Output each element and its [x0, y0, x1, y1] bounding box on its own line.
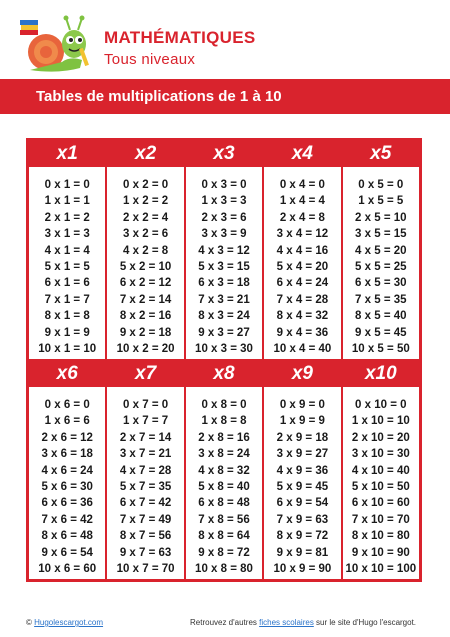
table-row: 8 x 9 = 72	[276, 530, 329, 543]
table-row: 1 x 10 = 10	[351, 415, 410, 428]
table-row: 4 x 3 = 12	[198, 244, 250, 257]
table-row: 2 x 8 = 16	[198, 431, 250, 444]
table-row: 6 x 7 = 42	[119, 497, 172, 510]
table-row: 1 x 9 = 9	[279, 415, 325, 428]
table-x9	[263, 360, 341, 580]
tagline-after: sur le site d'Hugo l'escargot.	[313, 618, 417, 627]
table-row: 9 x 4 = 36	[276, 326, 329, 339]
table-row: 0 x 9 = 0	[279, 399, 325, 411]
table-row: 5 x 7 = 35	[119, 481, 172, 494]
table-row: 4 x 2 = 8	[123, 244, 169, 257]
table-x1	[28, 140, 106, 360]
table-row: 10 x 3 = 30	[195, 343, 253, 356]
table-row: 3 x 9 = 27	[276, 448, 329, 461]
table-row: 2 x 5 = 10	[355, 211, 407, 224]
table-row: 9 x 9 = 81	[276, 546, 329, 559]
table-row: 7 x 7 = 49	[119, 513, 172, 526]
table-row: 6 x 5 = 30	[355, 277, 407, 290]
table-row: 2 x 2 = 4	[123, 211, 169, 224]
table-row: 3 x 5 = 15	[355, 228, 407, 241]
snail-mascot-icon	[18, 12, 98, 78]
table-row: 1 x 1 = 1	[44, 195, 90, 208]
table-row: 2 x 9 = 18	[276, 431, 329, 444]
table-row: 8 x 7 = 56	[119, 530, 172, 543]
table-row: 9 x 7 = 63	[119, 546, 172, 559]
table-row: 6 x 4 = 24	[276, 277, 329, 290]
table-header: x6	[29, 361, 105, 387]
table-row: 5 x 10 = 50	[351, 481, 410, 494]
table-row: 0 x 6 = 0	[44, 399, 90, 411]
table-x10	[342, 360, 420, 580]
table-row: 10 x 7 = 70	[116, 563, 175, 576]
table-row: 0 x 3 = 0	[201, 179, 247, 191]
table-row: 3 x 2 = 6	[123, 228, 169, 241]
table-x5	[342, 140, 420, 360]
table-row: 10 x 8 = 80	[195, 563, 253, 576]
table-row: 0 x 7 = 0	[123, 399, 169, 411]
table-x4	[263, 140, 341, 360]
table-x2	[106, 140, 184, 360]
table-row: 5 x 6 = 30	[41, 481, 93, 494]
table-row: 6 x 6 = 36	[41, 497, 93, 510]
table-row: 1 x 7 = 7	[123, 415, 169, 428]
table-row: 10 x 9 = 90	[273, 563, 332, 576]
table-row: 4 x 8 = 32	[198, 464, 250, 477]
table-row: 10 x 10 = 100	[345, 563, 417, 576]
table-row: 1 x 8 = 8	[201, 415, 247, 428]
table-row: 5 x 2 = 10	[119, 261, 172, 274]
table-row: 7 x 6 = 42	[41, 513, 93, 526]
table-row: 0 x 1 = 0	[44, 179, 90, 191]
table-row: 6 x 9 = 54	[276, 497, 329, 510]
page-header	[0, 0, 450, 86]
table-x8	[185, 360, 263, 580]
table-row: 10 x 1 = 10	[38, 343, 97, 356]
table-header: x10	[343, 361, 419, 387]
table-row: 6 x 10 = 60	[351, 497, 410, 510]
table-row: 5 x 1 = 5	[44, 261, 90, 274]
table-row: 1 x 2 = 2	[123, 195, 169, 208]
banner-title: Tables de multiplications de 1 à 10	[36, 88, 282, 105]
table-header: x2	[107, 141, 183, 167]
table-row: 7 x 3 = 21	[198, 293, 250, 306]
table-row: 5 x 8 = 40	[198, 481, 250, 494]
table-row: 2 x 1 = 2	[44, 211, 90, 224]
table-header: x3	[186, 141, 262, 167]
table-row: 4 x 6 = 24	[41, 464, 93, 477]
table-row: 5 x 4 = 20	[276, 261, 329, 274]
table-row: 2 x 7 = 14	[119, 431, 172, 444]
table-x6	[28, 360, 106, 580]
table-row: 8 x 6 = 48	[41, 530, 93, 543]
table-row: 10 x 4 = 40	[273, 343, 332, 356]
table-header: x5	[343, 141, 419, 167]
page-title: MATHÉMATIQUES	[104, 28, 256, 47]
table-row: 6 x 3 = 18	[198, 277, 250, 290]
table-row: 5 x 3 = 15	[198, 261, 250, 274]
table-row: 0 x 4 = 0	[279, 179, 325, 191]
table-row: 3 x 6 = 18	[41, 448, 93, 461]
table-row: 10 x 5 = 50	[351, 343, 410, 356]
table-row: 5 x 9 = 45	[276, 481, 329, 494]
table-row: 7 x 4 = 28	[276, 293, 329, 306]
table-row: 2 x 3 = 6	[201, 211, 247, 224]
table-row: 1 x 6 = 6	[44, 415, 90, 428]
table-row: 2 x 6 = 12	[41, 431, 93, 444]
table-row: 4 x 5 = 20	[355, 244, 407, 257]
table-row: 9 x 5 = 45	[355, 326, 407, 339]
table-row: 8 x 4 = 32	[276, 310, 329, 323]
table-row: 5 x 5 = 25	[355, 261, 407, 274]
table-header: x7	[107, 361, 183, 387]
table-row: 1 x 5 = 5	[358, 195, 404, 208]
site-link[interactable]: Hugolescargot.com	[34, 618, 104, 627]
table-row: 8 x 2 = 16	[119, 310, 172, 323]
table-row: 3 x 3 = 9	[201, 228, 247, 241]
table-row: 4 x 4 = 16	[276, 244, 329, 257]
table-row: 9 x 3 = 27	[198, 326, 250, 339]
table-row: 0 x 5 = 0	[358, 179, 404, 191]
table-header: x9	[264, 361, 340, 387]
table-row: 7 x 5 = 35	[355, 293, 407, 306]
table-row: 4 x 9 = 36	[276, 464, 329, 477]
table-row: 3 x 8 = 24	[198, 448, 250, 461]
table-x3	[185, 140, 263, 360]
table-row: 8 x 1 = 8	[44, 310, 90, 323]
table-row: 3 x 7 = 21	[119, 448, 172, 461]
multiplication-grid	[26, 138, 422, 582]
footer-copyright	[26, 618, 103, 627]
table-header: x1	[29, 141, 105, 167]
table-row: 3 x 1 = 3	[44, 228, 90, 241]
table-row: 0 x 10 = 0	[355, 399, 407, 411]
table-row: 6 x 1 = 6	[44, 277, 90, 290]
table-row: 10 x 6 = 60	[38, 563, 97, 576]
table-row: 0 x 2 = 0	[123, 179, 169, 191]
table-row: 9 x 1 = 9	[44, 326, 90, 339]
copyright-symbol: ©	[26, 618, 35, 627]
table-row: 8 x 3 = 24	[198, 310, 250, 323]
section-banner	[0, 79, 450, 114]
table-header: x8	[186, 361, 262, 387]
table-row: 3 x 10 = 30	[351, 448, 410, 461]
page-subtitle: Tous niveaux	[104, 51, 196, 68]
table-row: 4 x 10 = 40	[351, 464, 410, 477]
footer-tagline	[190, 618, 416, 627]
page-footer	[0, 612, 450, 632]
table-row: 6 x 2 = 12	[119, 277, 172, 290]
table-row: 4 x 1 = 4	[44, 244, 90, 257]
table-row: 1 x 4 = 4	[279, 195, 325, 208]
table-row: 9 x 2 = 18	[119, 326, 172, 339]
table-row: 7 x 8 = 56	[198, 513, 250, 526]
table-row: 7 x 10 = 70	[351, 513, 410, 526]
table-row: 7 x 1 = 7	[44, 293, 90, 306]
table-row: 8 x 8 = 64	[198, 530, 250, 543]
worksheets-link[interactable]: fiches scolaires	[259, 618, 314, 627]
table-row: 9 x 10 = 90	[351, 546, 410, 559]
table-row: 4 x 7 = 28	[119, 464, 172, 477]
table-row: 1 x 3 = 3	[201, 195, 247, 208]
table-x7	[106, 360, 184, 580]
table-row: 9 x 8 = 72	[198, 546, 250, 559]
table-row: 7 x 2 = 14	[119, 293, 172, 306]
table-row: 2 x 4 = 8	[279, 211, 325, 224]
table-row: 6 x 8 = 48	[198, 497, 250, 510]
table-row: 7 x 9 = 63	[276, 513, 329, 526]
table-row: 8 x 5 = 40	[355, 310, 407, 323]
table-row: 2 x 10 = 20	[351, 431, 410, 444]
table-header: x4	[264, 141, 340, 167]
table-row: 8 x 10 = 80	[351, 530, 410, 543]
table-row: 3 x 4 = 12	[276, 228, 329, 241]
table-row: 10 x 2 = 20	[116, 343, 175, 356]
tagline-before: Retrouvez d'autres	[190, 618, 260, 627]
table-row: 9 x 6 = 54	[41, 546, 93, 559]
table-row: 0 x 8 = 0	[201, 399, 247, 411]
